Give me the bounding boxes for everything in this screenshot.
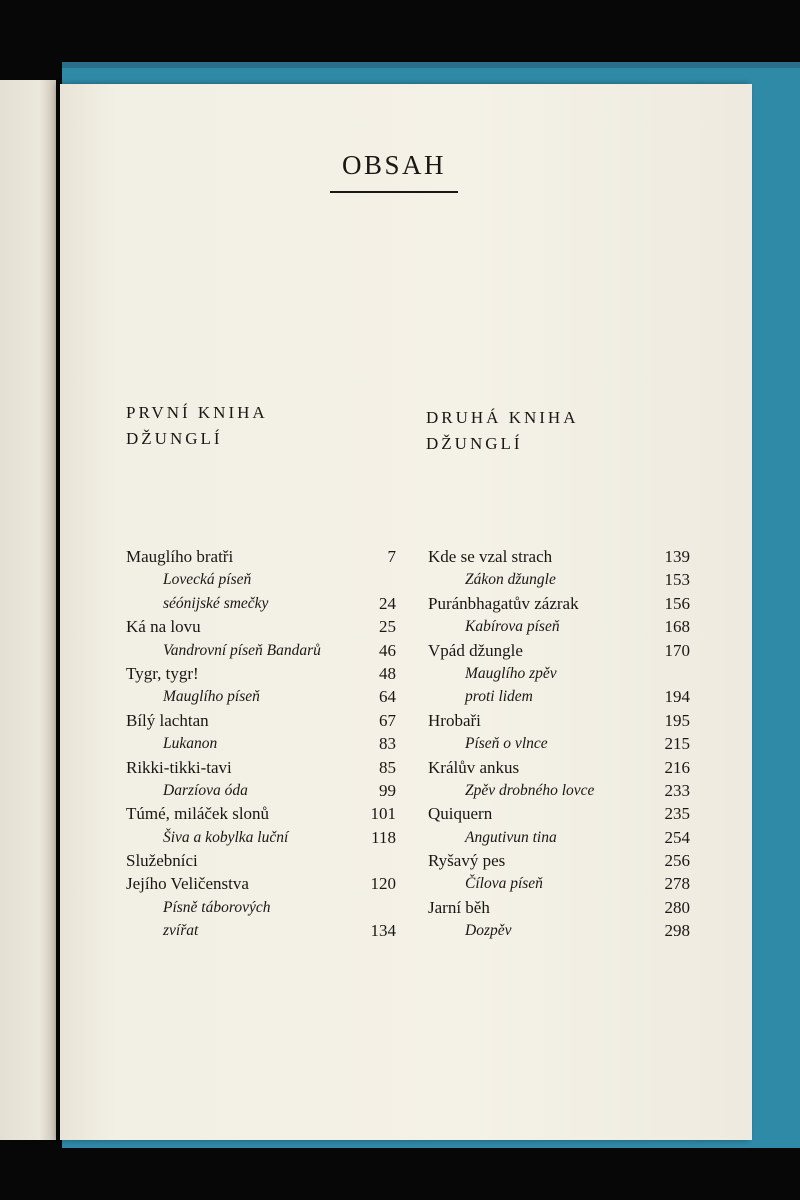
- toc-entry: [428, 709, 690, 732]
- toc-entry-title: Angutivun tina: [465, 828, 557, 846]
- toc-entry-title: Jejího Veličenstva: [126, 874, 249, 894]
- toc-entry: [126, 756, 396, 779]
- toc-entry-title: Čílova píseň: [465, 875, 543, 893]
- toc-entry: [126, 872, 396, 895]
- toc-entry: [126, 849, 396, 872]
- toc-entry-title: Hrobaři: [428, 710, 481, 730]
- toc-entry-page: 25: [379, 617, 396, 637]
- toc-entry-title: Tygr, tygr!: [126, 663, 199, 683]
- toc-entry: [126, 568, 396, 591]
- toc-entry-title: Bílý lachtan: [126, 710, 209, 730]
- toc-entry-page: 101: [370, 804, 396, 824]
- right-contents-list: [428, 545, 690, 943]
- toc-entry-page: 254: [664, 827, 690, 847]
- contents-page: [60, 84, 752, 1140]
- toc-entry-page: 195: [664, 710, 690, 730]
- toc-entry-title: Vpád džungle: [428, 640, 523, 660]
- right-heading-line: DŽUNGLÍ: [426, 434, 523, 453]
- toc-entry: [126, 732, 396, 755]
- toc-entry-title: Darzíova óda: [163, 781, 248, 799]
- toc-entry-title: Písně táborových: [163, 898, 271, 916]
- toc-entry-page: 156: [664, 593, 690, 613]
- toc-entry-title: Túmé, miláček slonů: [126, 804, 270, 824]
- toc-entry: [126, 896, 396, 919]
- toc-entry-page: 64: [379, 687, 396, 707]
- toc-entry-page: 194: [664, 687, 690, 707]
- toc-entry-page: 83: [379, 734, 396, 754]
- right-heading-line: DRUHÁ KNIHA: [426, 408, 579, 427]
- toc-entry-title: Služebníci: [126, 851, 198, 871]
- toc-entry: [126, 919, 396, 942]
- left-contents-list: [126, 545, 396, 943]
- toc-entry: [428, 896, 690, 919]
- toc-entry: [126, 685, 396, 708]
- toc-entry-page: 298: [664, 921, 690, 941]
- toc-entry-title: Lukanon: [163, 735, 218, 753]
- toc-entry-title: Rikki-tikki-tavi: [126, 757, 232, 777]
- toc-entry-page: 134: [370, 921, 396, 941]
- toc-entry: [428, 592, 690, 615]
- left-heading-line: PRVNÍ KNIHA: [126, 403, 268, 422]
- toc-entry-title: Kabírova píseň: [465, 618, 560, 636]
- toc-entry-title: Mauglího zpěv: [465, 664, 557, 682]
- toc-entry-page: 99: [379, 780, 396, 800]
- toc-entry-page: 85: [379, 757, 396, 777]
- toc-entry: [126, 662, 396, 685]
- toc-entry-title: Mauglího píseň: [163, 688, 260, 706]
- toc-entry-page: 256: [664, 851, 690, 871]
- toc-entry-page: 139: [664, 547, 690, 566]
- toc-entry: [126, 615, 396, 638]
- toc-entry-title: Králův ankus: [428, 757, 520, 777]
- toc-entry-title: Kde se vzal strach: [428, 547, 553, 566]
- toc-entry-title: Dozpěv: [465, 922, 512, 940]
- left-column-heading: [126, 400, 268, 452]
- toc-entry-page: 67: [379, 710, 396, 730]
- left-heading-line: DŽUNGLÍ: [126, 429, 223, 448]
- toc-entry: [126, 639, 396, 662]
- toc-entry-page: 153: [664, 570, 690, 590]
- toc-entry-title: Zpěv drobného lovce: [465, 781, 595, 799]
- toc-entry: [126, 709, 396, 732]
- toc-entry-title: Ryšavý pes: [428, 851, 506, 871]
- toc-entry-title: Lovecká píseň: [163, 571, 252, 589]
- toc-entry-title: Quiquern: [428, 804, 493, 824]
- toc-entry-page: 48: [379, 663, 396, 683]
- toc-entry: [126, 779, 396, 802]
- right-column-heading: [426, 405, 578, 457]
- toc-entry-page: 168: [664, 617, 690, 637]
- toc-entry-title: zvířat: [163, 922, 199, 940]
- toc-entry: [126, 802, 396, 825]
- toc-entry-title: Vandrovní píseň Bandarů: [163, 641, 321, 659]
- page-title: OBSAH: [341, 150, 447, 180]
- toc-entry-title: Zákon džungle: [465, 571, 556, 589]
- toc-entry-title: séónijské smečky: [163, 594, 269, 612]
- toc-entry-title: Puránbhagatův zázrak: [428, 593, 579, 613]
- toc-entry-page: 278: [664, 874, 690, 894]
- toc-entry-title: proti lidem: [465, 688, 533, 706]
- toc-entry-page: 118: [371, 827, 396, 847]
- toc-entry: [428, 779, 690, 802]
- toc-entry: [428, 545, 690, 568]
- toc-entry-page: 7: [387, 547, 396, 566]
- toc-entry: [428, 568, 690, 591]
- toc-entry: [428, 919, 690, 942]
- toc-entry: [428, 872, 690, 895]
- toc-entry-title: Mauglího bratři: [126, 547, 234, 566]
- toc-entry: [428, 849, 690, 872]
- toc-entry-page: 24: [379, 593, 396, 613]
- toc-entry-title: Ká na lovu: [126, 617, 201, 637]
- toc-entry: [428, 802, 690, 825]
- toc-entry-page: 215: [664, 734, 690, 754]
- toc-entry: [428, 756, 690, 779]
- toc-entry-page: 46: [379, 640, 396, 660]
- toc-entry: [428, 826, 690, 849]
- toc-entry-page: 235: [664, 804, 690, 824]
- toc-entry-title: Píseň o vlnce: [465, 735, 548, 753]
- toc-entry: [428, 732, 690, 755]
- toc-entry-page: 280: [664, 897, 690, 917]
- toc-entry-title: Jarní běh: [428, 897, 490, 917]
- toc-entry: [126, 826, 396, 849]
- toc-entry: [126, 592, 396, 615]
- toc-entry-page: 170: [664, 640, 690, 660]
- toc-entry-title: Šiva a kobylka luční: [163, 828, 289, 846]
- toc-entry-page: 120: [370, 874, 396, 894]
- toc-entry: [428, 615, 690, 638]
- toc-entry-page: 233: [664, 780, 690, 800]
- previous-page-edge: [0, 80, 56, 1140]
- toc-entry: [428, 639, 690, 662]
- toc-entry: [428, 662, 690, 685]
- toc-entry: [428, 685, 690, 708]
- toc-entry: [126, 545, 396, 568]
- title-underline: [330, 191, 458, 193]
- toc-entry-page: 216: [664, 757, 690, 777]
